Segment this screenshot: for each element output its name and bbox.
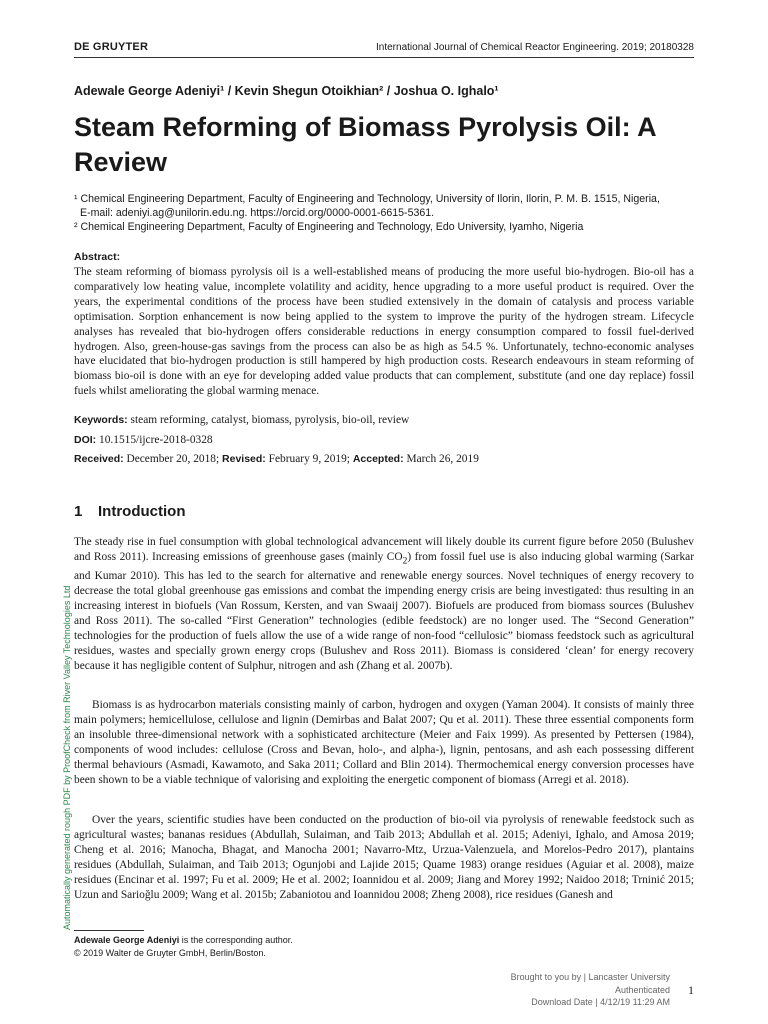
keywords-text: steam reforming, catalyst, biomass, pyrolysis, bio-oil, review [130, 414, 410, 426]
intro-paragraph-2: Biomass is as hydrocarbon materials consisting mainly of carbon, hydrogen and oxygen (Yaman 2004). It consists of mainly three main polymers; hemicellulose, cellulose and lignin (Demirbas and Balat 2007; Qu et al. 2011). These three essential components form an insoluble three-dimensional network with a sophisticated architecture (Meier and Faix 1999). As presented by Pettersen (1984), components of wood includes: cellulose (Cross and Bevan, holo-, and alpha-), lignin, pentosans, and ash each possessing different thermal behaviours (Asmadi, Kawamoto, and Saka 2011; Collard and Blin 2014). Thermochemical energy conversion processes have been shown to be a viable technique of valorising and exploiting the energetic component of biomass (Arregi et al. 2018). [74, 699, 694, 786]
affiliation-1 [74, 192, 694, 220]
footnote-divider [74, 930, 144, 931]
keywords-label: Keywords: [74, 414, 128, 426]
download-line-1: Brought to you by | Lancaster University [510, 972, 670, 982]
publication-dates [74, 452, 694, 467]
section-title: Introduction [98, 503, 186, 520]
accepted-date: March 26, 2019 [406, 453, 479, 465]
accepted-label: Accepted: [352, 453, 404, 465]
corresponding-author-name: Adewale George Adeniyi [74, 935, 180, 945]
keywords [74, 413, 694, 428]
download-line-2: Authenticated [614, 984, 670, 995]
header-divider [74, 57, 694, 58]
intro-p1-end: ) from fossil fuel use is also inducing global warming (Sarkar and Kumar 2010). This has led to the search for alternative and renewable energy sources. Novel techniques of energy recovery to decrease the total global greenhouse gas emissions and combat the impending energy crisis are being investigated: thus resulting in an increasing interest in biofuels (Van Rossum, Kersten, and van Swaaij 2007). Biofuels are produced from biomass sources (Bulushev and Ross 2011). The so-called “First Generation” technologies (edible feedstock) are no longer used. The “Second Generation” technologies for the production of fuels allow the use of a wide range of non-food “cellulosic” biomass feedstock such as agricultural residues, wastes and specially grown energy crops (Bulushev and Ross 2011). Biomass is considered ‘clean’ for energy recovery because it has negligible content of Sulphur, nitrogen and ash (Zhang et al. 2007b). [74, 550, 694, 672]
revised-label: Revised: [222, 453, 266, 465]
abstract-text: The steam reforming of biomass pyrolysis oil is a well-established means of producing the more useful bio-hydrogen. Bio-oil has a comparatively low heating value, incomplete volatility and acidity, hence upgrading to a more useful product is required. Over the years, the experimental conditions of the process have been studied extensively in the domain of catalysis and process variable optimisation. Sorption enhancement is now being applied to the system to improve the purity of the hydrogen stream. Lifecycle analyses has revealed that bio-hydrogen offers considerable reductions in energy consumption compared to fossil fuel-derived hydrogen. Also, green-house-gas savings from the process can also be as high as 54.5 %. Unfortunately, techno-economic analyses have elucidated that bio-hydrogen production is still hampered by high production costs. Research endeavours in steam reforming of biomass bio-oil is done with an eye for developing added value products that can complement, substitute (and one day replace) fossil fuels whilst ameliorating the global warming menace. [74, 266, 694, 398]
intro-paragraph-3: Over the years, scientific studies have been conducted on the production of bio-oil via pyrolysis of renewable feedstock such as agricultural wastes; bananas residues (Abdullah, Sulaiman, and Taib 2013; Abdullah et al. 2015; Adeniyi, Ighalo, and Amosa 2019; Cheng et al. 2016; Manocha, Bhagat, and Manocha 2001; Navarro-Mtz, Urzua-Valenzuela, and Morelos-Pedro 2017), plantains residues (Abdullah, Sulaiman, and Taib 2013; Ogunjobi and Lajide 2015; Quame 1983) orange residues (Aguiar et al. 2008), maize residues (Encinar et al. 1997; Fu et al. 2009; He et al. 2002; Ioannidou et al. 2009; Jiang and Morey 1992; Naidoo 2018; Trninić 2015; Uzun and Sarioğlu 2009; Wang et al. 2015b; Zabaniotou and Ioannidou 2008; Zheng 2008), rice residues (Ganesh and [74, 814, 694, 901]
intro-p1-start: The steady rise in fuel consumption with global technological advancement will likely double its current figure before 2050 (Bulushev and Ross 2011). Increasing emissions of greenhouse gases (mainly CO [74, 536, 694, 563]
co2-subscript: 2 [402, 556, 408, 567]
doi-label: DOI: [74, 434, 97, 446]
affiliation-2: ² Chemical Engineering Department, Faculty of Engineering and Technology, Edo University, Iyamho, Nigeria [74, 221, 584, 233]
paper-title: Steam Reforming of Biomass Pyrolysis Oil: A Review [74, 112, 656, 177]
download-info [511, 971, 670, 1009]
doi [74, 433, 694, 448]
download-line-3: Download Date | 4/12/19 11:29 AM [531, 997, 670, 1007]
abstract-label: Abstract: [74, 251, 121, 263]
intro-paragraph-1 [74, 535, 694, 673]
journal-citation: International Journal of Chemical Reactor Engineering. 2019; 20180328 [376, 42, 694, 53]
doi-link[interactable]: 10.1515/ijcre-2018-0328 [99, 434, 213, 446]
publisher-name: DE GRUYTER [74, 41, 149, 53]
affiliation-1-email[interactable]: E-mail: adeniyi.ag@unilorin.edu.ng. https://orcid.org/0000-0001-6615-5361. [80, 207, 435, 219]
section-number: 1 [74, 503, 83, 520]
revised-date: February 9, 2019; [268, 453, 350, 465]
author-list: Adewale George Adeniyi¹ / Kevin Shegun Otoikhian² / Joshua O. Ighalo¹ [74, 84, 499, 98]
copyright-note: © 2019 Walter de Gruyter GmbH, Berlin/Boston. [74, 948, 266, 958]
proof-side-note: Automatically generated rough PDF by ProofCheck from River Valley Technologies Ltd [62, 585, 72, 930]
corresponding-author-note [74, 935, 293, 945]
page-number: 1 [688, 983, 694, 997]
affiliation-1-line1: ¹ Chemical Engineering Department, Faculty of Engineering and Technology, University of Ilorin, Ilorin, P. M. B. 1515, Nigeria, [74, 193, 660, 205]
corresponding-author-text: is the corresponding author. [179, 935, 293, 945]
received-label: Received: [74, 453, 124, 465]
received-date: December 20, 2018; [126, 453, 220, 465]
